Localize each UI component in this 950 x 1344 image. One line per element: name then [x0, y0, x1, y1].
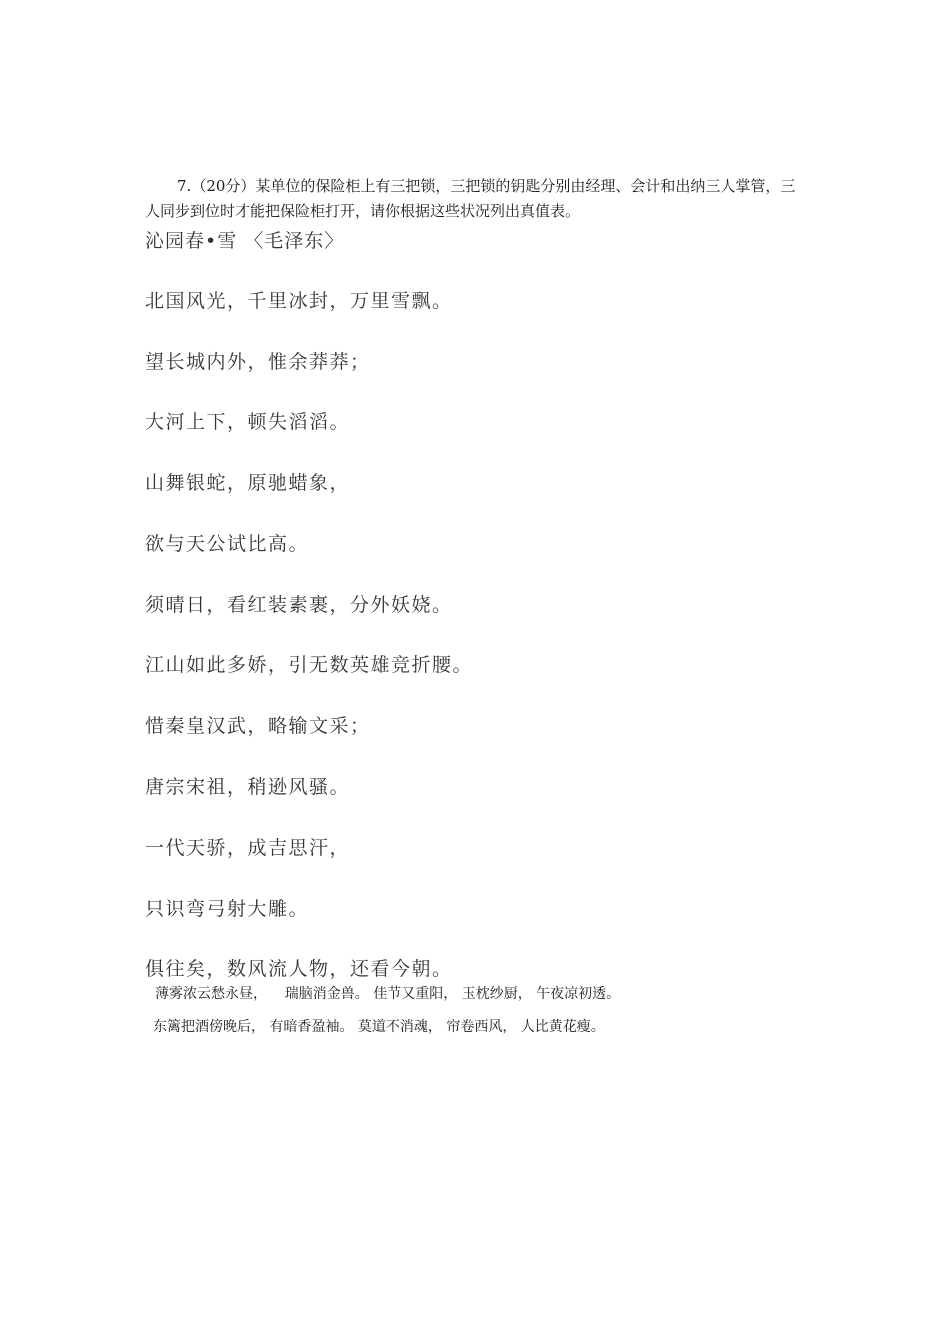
poem-line: 唐宗宋祖，稍逊风骚。: [145, 776, 351, 798]
poem-line: 望长城内外，惟余莽莽；: [145, 351, 371, 373]
question-body: （20分）某单位的保险柜上有三把锁，三把锁的钥匙分别由经理、会计和出纳三人掌管，三人同步到位时才能把保险柜打开，请你根据这些状况列出真值表。: [145, 177, 796, 220]
ci-line: 薄雾浓云愁永昼， 瑞脑消金兽。 佳节又重阳， 玉枕纱厨， 午夜凉初透。: [155, 986, 621, 1002]
question-7: [145, 174, 810, 224]
poem-line: 一代天骄，成吉思汗，: [145, 837, 351, 859]
poem-line: 须晴日，看红装素裹，分外妖娆。: [145, 594, 453, 616]
ci-line: 东篱把酒傍晚后， 有暗香盈袖。 莫道不消魂， 帘卷西风， 人比黄花瘦。: [153, 1019, 605, 1035]
poem-line: 只识弯弓射大雕。: [145, 898, 310, 920]
question-number: 7.: [177, 177, 192, 195]
poem-line: 山舞银蛇，原驰蜡象，: [145, 472, 351, 494]
poem-title: 沁园春•雪 〈毛泽东〉: [145, 230, 345, 252]
question-text: [145, 174, 810, 224]
poem-line: 江山如此多娇，引无数英雄竞折腰。: [145, 654, 474, 676]
poem-line: 大河上下，顿失滔滔。: [145, 411, 351, 433]
poem-line: 欲与天公试比高。: [145, 533, 310, 555]
poem-line: 北国风光，千里冰封，万里雪飘。: [145, 290, 453, 312]
poem-line: 惜秦皇汉武，略输文采；: [145, 715, 371, 737]
poem-line: 俱往矣，数风流人物，还看今朝。: [145, 958, 453, 980]
